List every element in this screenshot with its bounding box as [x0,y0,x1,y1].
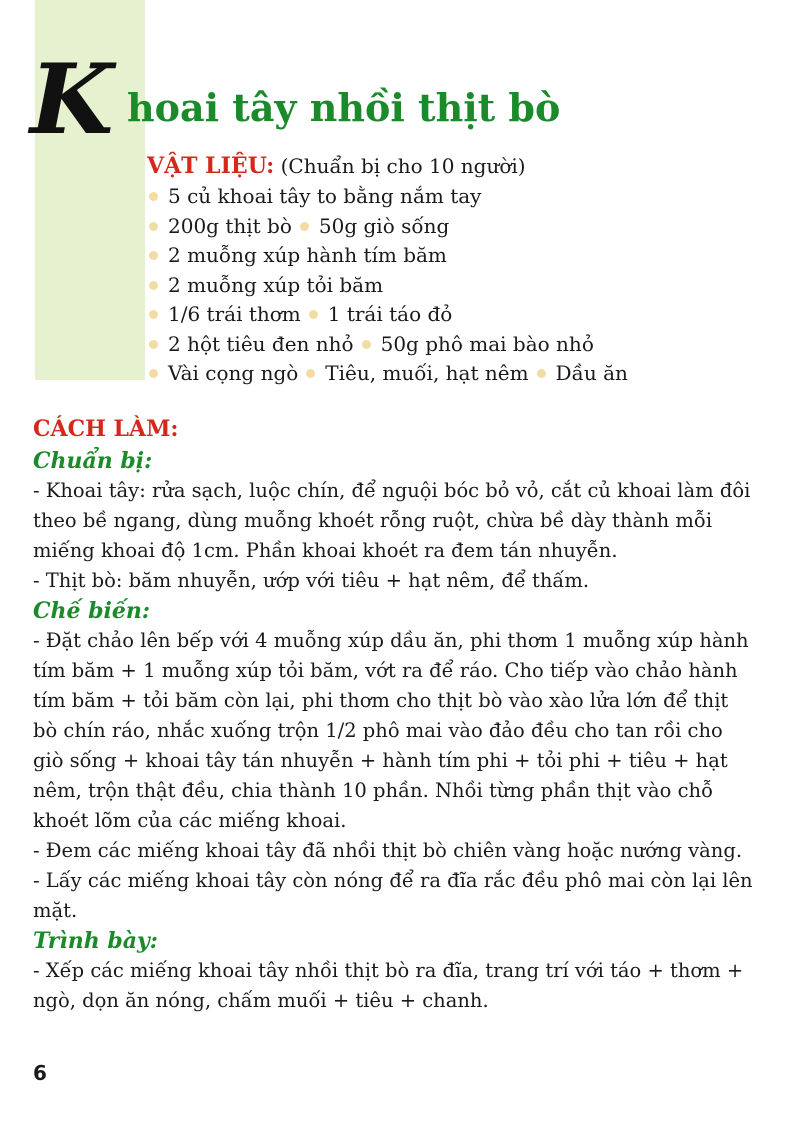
ingredient-row [147,241,787,271]
ingredient-row [147,271,787,301]
ingredient-list [147,182,787,389]
bullet-dot-icon [149,251,158,260]
ingredient-item: 1/6 trái thơm [168,302,301,326]
method-section [33,412,753,1016]
ingredients-heading-row [147,150,787,182]
ingredients-section [147,150,787,389]
bullet-dot-icon [362,340,371,349]
prep-step: - Khoai tây: rửa sạch, luộc chín, để nguội bóc bỏ vỏ, cắt củ khoai làm đôi theo bề ngang, dùng muỗng khoét rỗng ruột, chừa bề dày thành mỗi miếng khoai độ 1cm. Phần khoai khoét ra đem tán nhuyễn. [33,479,751,562]
bullet-dot-icon [306,369,315,378]
page-number: 6 [33,1061,47,1085]
ingredient-item: 5 củ khoai tây to bằng nắm tay [168,184,482,208]
ingredient-item: 50g phô mai bào nhỏ [380,331,594,356]
bullet-dot-icon [149,310,158,319]
recipe-title [30,43,790,156]
cook-steps [33,626,753,926]
ingredient-item: 1 trái táo đỏ [327,302,453,326]
bullet-dot-icon [300,222,309,231]
ingredient-item: Vài cọng ngò [168,361,299,385]
ingredient-row [147,182,787,212]
serve-heading: Trình bày: [33,928,158,954]
ingredients-serving-note: (Chuẩn bị cho 10 người) [280,154,526,178]
title-initial-letter: K [30,43,114,156]
ingredient-item: 50g giò sống [318,213,450,238]
method-heading: CÁCH LÀM: [33,416,179,442]
bullet-dot-icon [149,192,158,201]
cook-heading: Chế biến: [33,598,151,624]
ingredient-item: 2 muỗng xúp tỏi băm [168,272,384,297]
ingredient-item: 2 hột tiêu đen nhỏ [168,331,354,356]
cook-step: - Đem các miếng khoai tây đã nhồi thịt bò chiên vàng hoặc nướng vàng. [33,839,743,862]
ingredient-row [147,212,787,242]
bullet-dot-icon [149,369,158,378]
prep-steps [33,476,753,596]
ingredients-heading: VẬT LIỆU: [147,153,275,179]
bullet-dot-icon [309,310,318,319]
serve-steps [33,956,753,1016]
ingredient-row [147,300,787,330]
ingredient-item: 200g thịt bò [168,213,292,238]
ingredient-item: Tiêu, muối, hạt nêm [325,361,529,385]
bullet-dot-icon [149,222,158,231]
prep-step: - Thịt bò: băm nhuyễn, ướp với tiêu + hạt nêm, để thấm. [33,569,590,592]
title-text: hoai tây nhồi thịt bò [127,85,561,130]
cook-step: - Lấy các miếng khoai tây còn nóng để ra đĩa rắc đều phô mai còn lại lên mặt. [33,869,753,922]
bullet-dot-icon [537,369,546,378]
ingredient-item: Dầu ăn [555,361,628,385]
bullet-dot-icon [149,281,158,290]
ingredient-row [147,330,787,360]
serve-step: - Xếp các miếng khoai tây nhồi thịt bò ra đĩa, trang trí với táo + thơm + ngò, dọn ăn nóng, chấm muối + tiêu + chanh. [33,959,744,1012]
bullet-dot-icon [149,340,158,349]
prep-heading: Chuẩn bị: [33,448,153,474]
ingredient-item: 2 muỗng xúp hành tím băm [168,243,447,267]
ingredient-row [147,359,787,389]
cook-step: - Đặt chảo lên bếp với 4 muỗng xúp dầu ăn, phi thơm 1 muỗng xúp hành tím băm + 1 muỗng xúp tỏi băm, vớt ra để ráo. Cho tiếp vào chảo hành tím băm + tỏi băm còn lại, phi thơm cho thịt bò vào xào lửa lớn để thịt bò chín ráo, nhắc xuống trộn 1/2 phô mai vào đảo đều cho tan rồi cho giò sống + khoai tây tán nhuyễn + hành tím phi + tỏi phi + tiêu + hạt nêm, trộn thật đều, chia thành 10 phần. Nhồi từng phần thịt vào chỗ khoét lõm của các miếng khoai. [33,629,749,832]
